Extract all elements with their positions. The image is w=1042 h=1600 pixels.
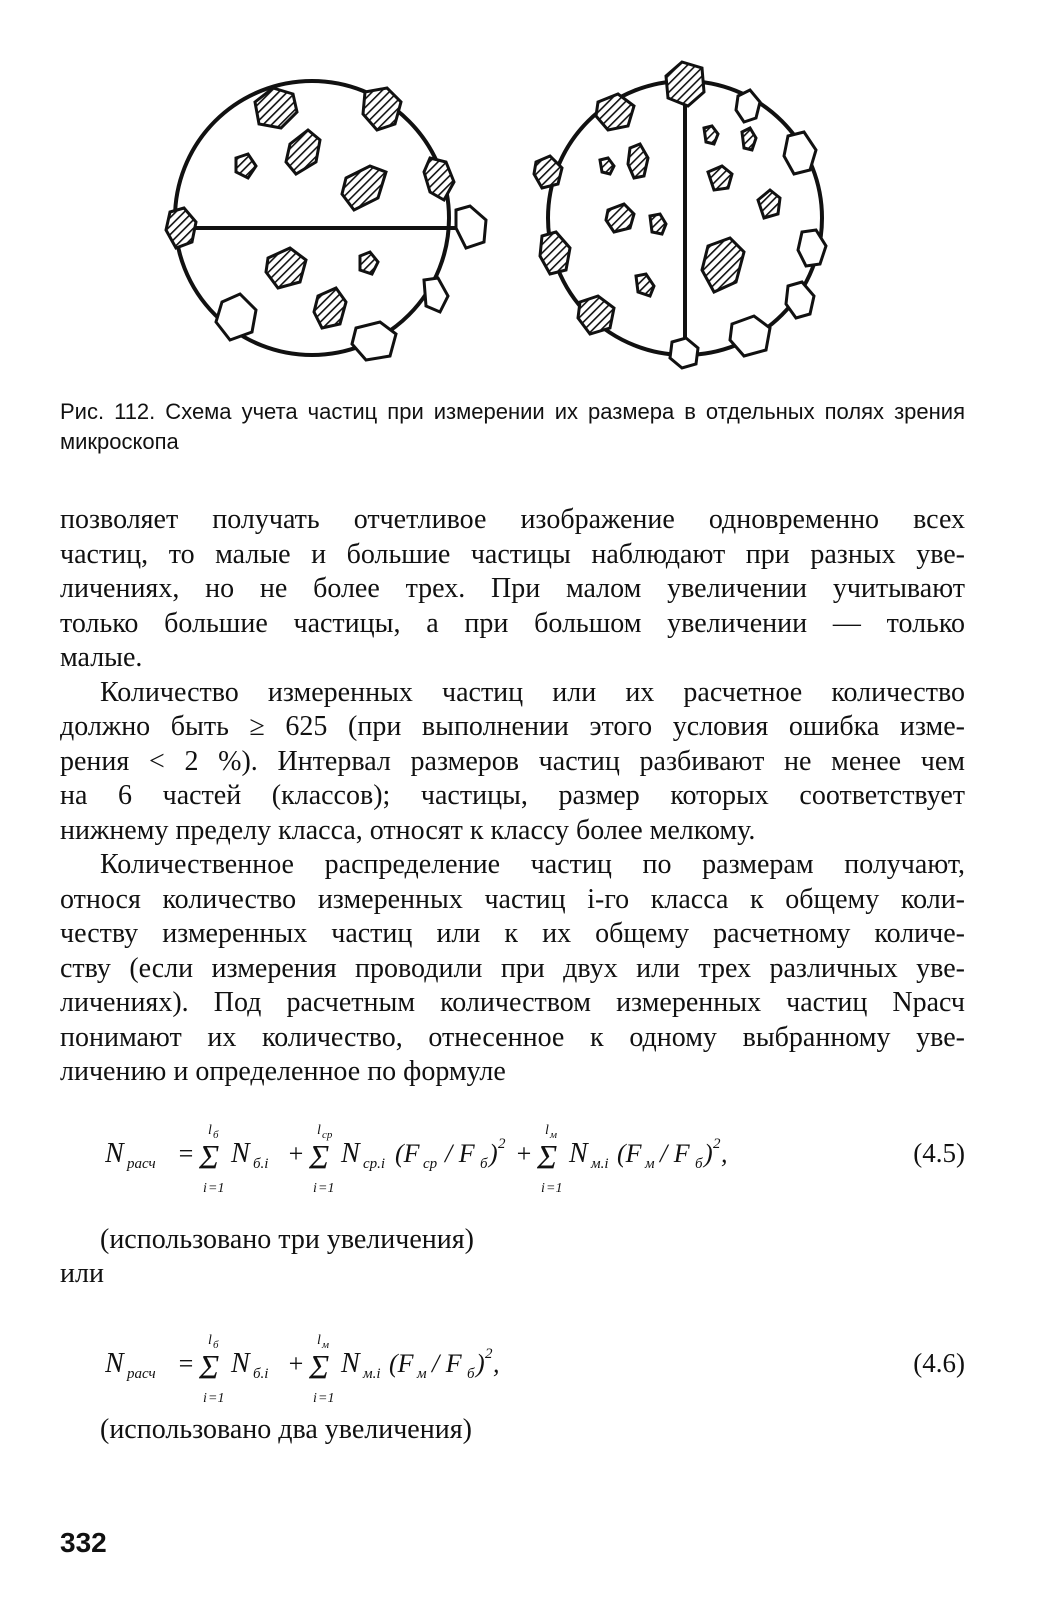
- svg-text:/ F: / F: [660, 1139, 690, 1168]
- svg-text:N: N: [341, 1138, 360, 1169]
- svg-text:N: N: [231, 1138, 250, 1169]
- svg-text:): ): [476, 1349, 485, 1378]
- svg-text:): ): [704, 1139, 713, 1168]
- svg-text:i: i: [203, 1181, 207, 1196]
- svg-text:=1: =1: [318, 1181, 335, 1196]
- field-of-view-left: [166, 81, 486, 360]
- svg-text:l: l: [545, 1123, 549, 1138]
- formula-4-6: [60, 1320, 965, 1410]
- svg-text:N: N: [341, 1348, 360, 1379]
- svg-text:N: N: [231, 1348, 250, 1379]
- formula-number: (4.5): [913, 1138, 965, 1168]
- svg-text:Σ: Σ: [309, 1349, 330, 1386]
- paragraph-2: [60, 676, 965, 849]
- field-of-view-right: [534, 62, 826, 368]
- text-line: нижнему пределу класса, относят к классу более мелкому.: [60, 814, 756, 846]
- svg-text:2: 2: [485, 1346, 493, 1362]
- text-line: понимают их количество, отнесенное к одному выбранному уве-: [60, 1021, 965, 1053]
- svg-text:б.i: б.i: [253, 1366, 269, 1382]
- svg-text:N: N: [569, 1138, 588, 1169]
- svg-text:м: м: [417, 1366, 427, 1382]
- svg-text:/ F: / F: [445, 1139, 475, 1168]
- svg-text:б.i: б.i: [253, 1156, 269, 1172]
- microscope-fields-diagram: [160, 40, 880, 385]
- svg-text:м: м: [645, 1156, 655, 1172]
- text-line: личениях). Под расчетным количеством измеренных частиц Nрасч: [60, 987, 965, 1018]
- svg-text:+: +: [287, 1349, 305, 1378]
- text-line: ству (если измерения проводили при двух или трех различных уве-: [60, 952, 965, 984]
- svg-text:б: б: [467, 1366, 475, 1382]
- svg-text:l: l: [317, 1123, 321, 1138]
- text-line: Количественное распределение частиц по размерам получают,: [100, 849, 965, 880]
- svg-text:=1: =1: [208, 1181, 225, 1196]
- svg-text:l: l: [208, 1123, 212, 1138]
- text-line: рения < 2 %). Интервал размеров частиц разбивают не менее чем: [60, 745, 965, 777]
- svg-text:ср.i: ср.i: [363, 1156, 386, 1172]
- text-line: личению и определенное по формуле: [60, 1056, 506, 1087]
- svg-text:ср: ср: [322, 1129, 333, 1141]
- connector-word: или: [60, 1258, 104, 1289]
- svg-text:м: м: [550, 1129, 558, 1141]
- svg-text:i: i: [203, 1391, 207, 1406]
- formula-number: (4.6): [913, 1348, 965, 1378]
- svg-text:=1: =1: [208, 1391, 225, 1406]
- text-line: должно быть ≥ 625 (при выполнении этого условия ошибка изме-: [60, 711, 965, 742]
- svg-text:N: N: [105, 1138, 124, 1169]
- formula-note: (использовано два увеличения): [100, 1414, 472, 1445]
- text-line: личениях, но не более трех. При малом увеличении учитывают: [60, 573, 965, 604]
- text-line: относя количество измеренных частиц i-го класса к общему коли-: [60, 883, 965, 915]
- text-line: честву измеренных частиц или к их общему расчетному количе-: [60, 918, 965, 949]
- svg-text:=1: =1: [318, 1391, 335, 1406]
- svg-text:расч: расч: [127, 1156, 156, 1172]
- svg-text:м: м: [322, 1339, 330, 1351]
- paragraph-1: [60, 503, 965, 676]
- svg-text:(F: (F: [389, 1349, 414, 1378]
- svg-text:расч: расч: [127, 1366, 156, 1382]
- svg-text:l: l: [208, 1333, 212, 1348]
- paragraph-3: [60, 848, 965, 1090]
- svg-text:Σ: Σ: [199, 1139, 220, 1176]
- page-body: [60, 503, 965, 1090]
- svg-text:+: +: [287, 1139, 305, 1168]
- svg-text:i: i: [313, 1391, 317, 1406]
- text-line: Количество измеренных частиц или их расчетное количество: [100, 676, 965, 708]
- figure-112: [160, 40, 880, 385]
- svg-text:Σ: Σ: [309, 1139, 330, 1176]
- svg-text:ср: ср: [423, 1156, 438, 1172]
- formula-note: (использовано три увеличения): [100, 1224, 474, 1255]
- svg-text:м.i: м.i: [363, 1366, 381, 1382]
- svg-text:м.i: м.i: [591, 1156, 609, 1172]
- text-line: позволяет получать отчетливое изображение одновременно всех: [60, 504, 965, 535]
- formula-4-6-expression: [105, 1320, 605, 1410]
- svg-text:=: =: [177, 1139, 195, 1168]
- svg-text:N: N: [105, 1348, 124, 1379]
- text-line: только большие частицы, а при большом увеличении — только: [60, 607, 965, 639]
- svg-text:2: 2: [498, 1136, 506, 1152]
- svg-text:,: ,: [721, 1139, 728, 1168]
- text-line: на 6 частей (классов); частицы, размер которых соответствует: [60, 780, 965, 811]
- text-line: малые.: [60, 642, 143, 673]
- svg-text:): ): [489, 1139, 498, 1168]
- svg-text:=: =: [177, 1349, 195, 1378]
- svg-text:Σ: Σ: [537, 1139, 558, 1176]
- svg-text:/ F: / F: [432, 1349, 462, 1378]
- svg-text:(F: (F: [617, 1139, 642, 1168]
- svg-text:+: +: [515, 1139, 533, 1168]
- svg-text:2: 2: [713, 1136, 721, 1152]
- svg-text:(F: (F: [395, 1139, 420, 1168]
- formula-4-5-expression: [105, 1110, 825, 1200]
- svg-text:i: i: [313, 1181, 317, 1196]
- figure-caption: Рис. 112. Схема учета частиц при измерении их размера в отдельных полях зрения микроскопа: [60, 399, 965, 454]
- svg-text:i: i: [541, 1181, 545, 1196]
- svg-text:=1: =1: [546, 1181, 563, 1196]
- page-number: 332: [60, 1527, 107, 1558]
- svg-text:,: ,: [493, 1349, 500, 1378]
- svg-text:б: б: [695, 1156, 703, 1172]
- svg-text:l: l: [317, 1333, 321, 1348]
- text-line: частиц, то малые и большие частицы наблюдают при разных уве-: [60, 538, 965, 570]
- svg-text:Σ: Σ: [199, 1349, 220, 1386]
- svg-text:б: б: [213, 1129, 219, 1141]
- svg-text:б: б: [213, 1339, 219, 1351]
- formula-4-5: [60, 1110, 965, 1200]
- svg-text:б: б: [480, 1156, 488, 1172]
